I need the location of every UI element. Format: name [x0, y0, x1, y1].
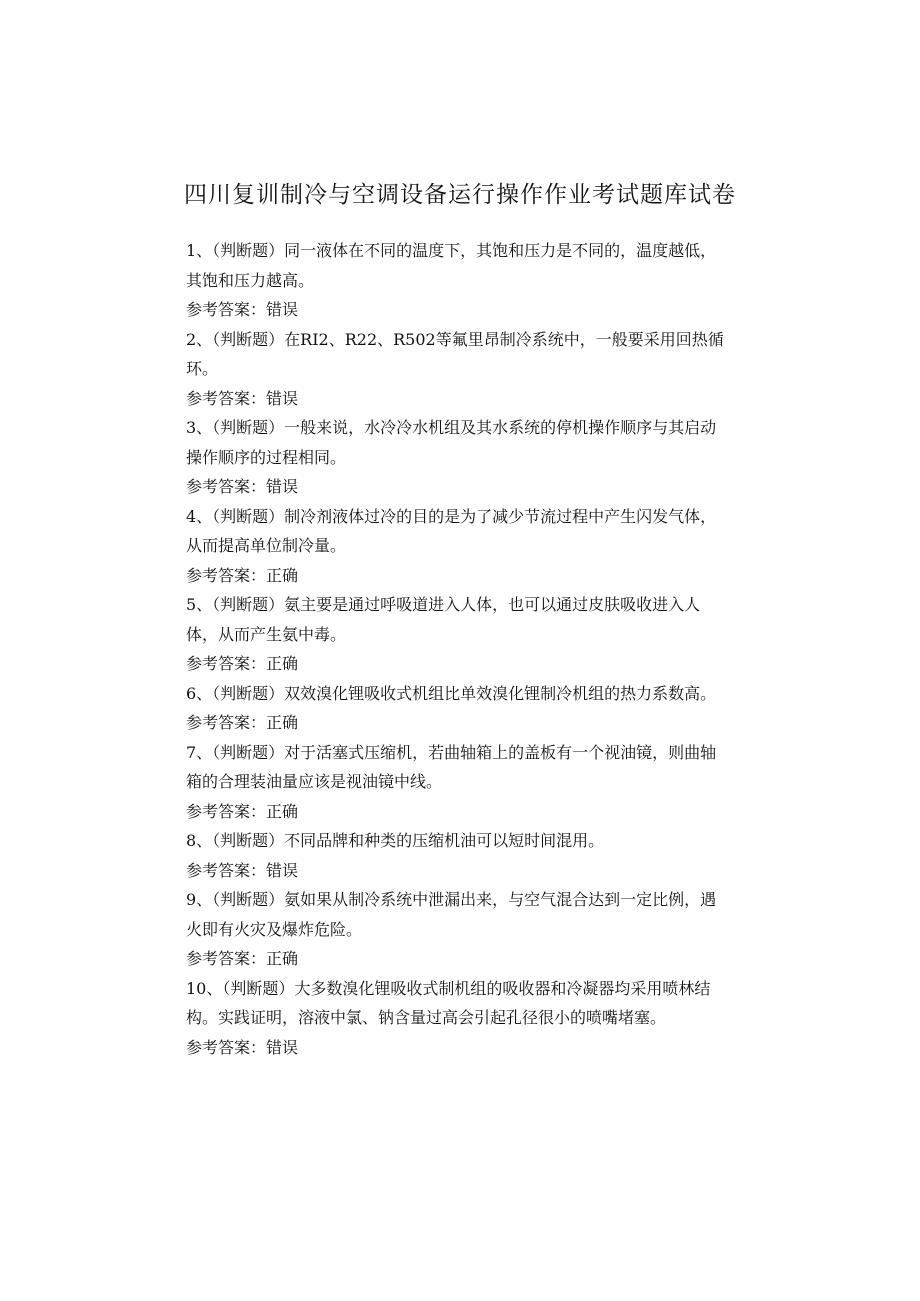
question-text: 8、（判断题）不同品牌和种类的压缩机油可以短时间混用。	[186, 831, 605, 850]
question-text: 7、（判断题）对于活塞式压缩机，若曲轴箱上的盖板有一个视油镜，则曲轴箱的合理装油量应该是视油镜中线。	[186, 742, 717, 791]
document-title: 四川复训制冷与空调设备运行操作作业考试题库试卷	[184, 182, 736, 208]
question-item-9	[186, 885, 726, 974]
question-item-3	[186, 413, 726, 502]
question-item-2	[186, 325, 726, 414]
answer-text: 参考答案：正确	[186, 713, 299, 732]
answer-text: 参考答案：正确	[186, 565, 299, 585]
answer-text: 参考答案：正确	[186, 654, 299, 673]
question-item-4	[186, 502, 726, 591]
answer-text: 参考答案：错误	[186, 860, 299, 880]
answer-text: 参考答案：正确	[186, 801, 299, 821]
question-text: 3、（判断题）一般来说，水冷冷水机组及其水系统的停机操作顺序与其启动操作顺序的过程相同。	[186, 418, 717, 467]
question-item-6	[186, 679, 726, 738]
question-item-8	[186, 826, 726, 885]
question-item-1	[186, 236, 726, 325]
question-text: 4、（判断题）制冷剂液体过冷的目的是为了减少节流过程中产生闪发气体，从而提高单位制冷量。	[186, 506, 717, 555]
answer-text: 参考答案：错误	[186, 477, 299, 496]
question-item-10	[186, 974, 726, 1063]
question-text: 5、（判断题）氨主要是通过呼吸道进入人体，也可以通过皮肤吸收进入人体，从而产生氨中毒。	[186, 595, 701, 644]
question-item-5	[186, 590, 726, 679]
answer-text: 参考答案：错误	[186, 1037, 299, 1057]
question-text: 6、（判断题）双效溴化锂吸收式机组比单效溴化锂制冷机组的热力系数高。	[186, 683, 717, 703]
question-text: 9、（判断题）氨如果从制冷系统中泄漏出来，与空气混合达到一定比例，遇火即有火灾及爆炸危险。	[186, 890, 717, 939]
question-list	[186, 236, 726, 1062]
answer-text: 参考答案：正确	[186, 949, 299, 968]
question-text: 2、（判断题）在RI2、R22、R502等氟里昂制冷系统中，一般要采用回热循环。	[186, 329, 724, 378]
answer-text: 参考答案：错误	[186, 300, 299, 319]
question-text: 1、（判断题）同一液体在不同的温度下，其饱和压力是不同的，温度越低，其饱和压力越高。	[186, 241, 717, 290]
answer-text: 参考答案：错误	[186, 388, 299, 408]
question-text: 10、（判断题）大多数溴化锂吸收式制机组的吸收器和冷凝器均采用喷林结构。实践证明，溶液中氯、钠含量过高会引起孔径很小的喷嘴堵塞。	[186, 978, 711, 1027]
question-item-7	[186, 738, 726, 827]
